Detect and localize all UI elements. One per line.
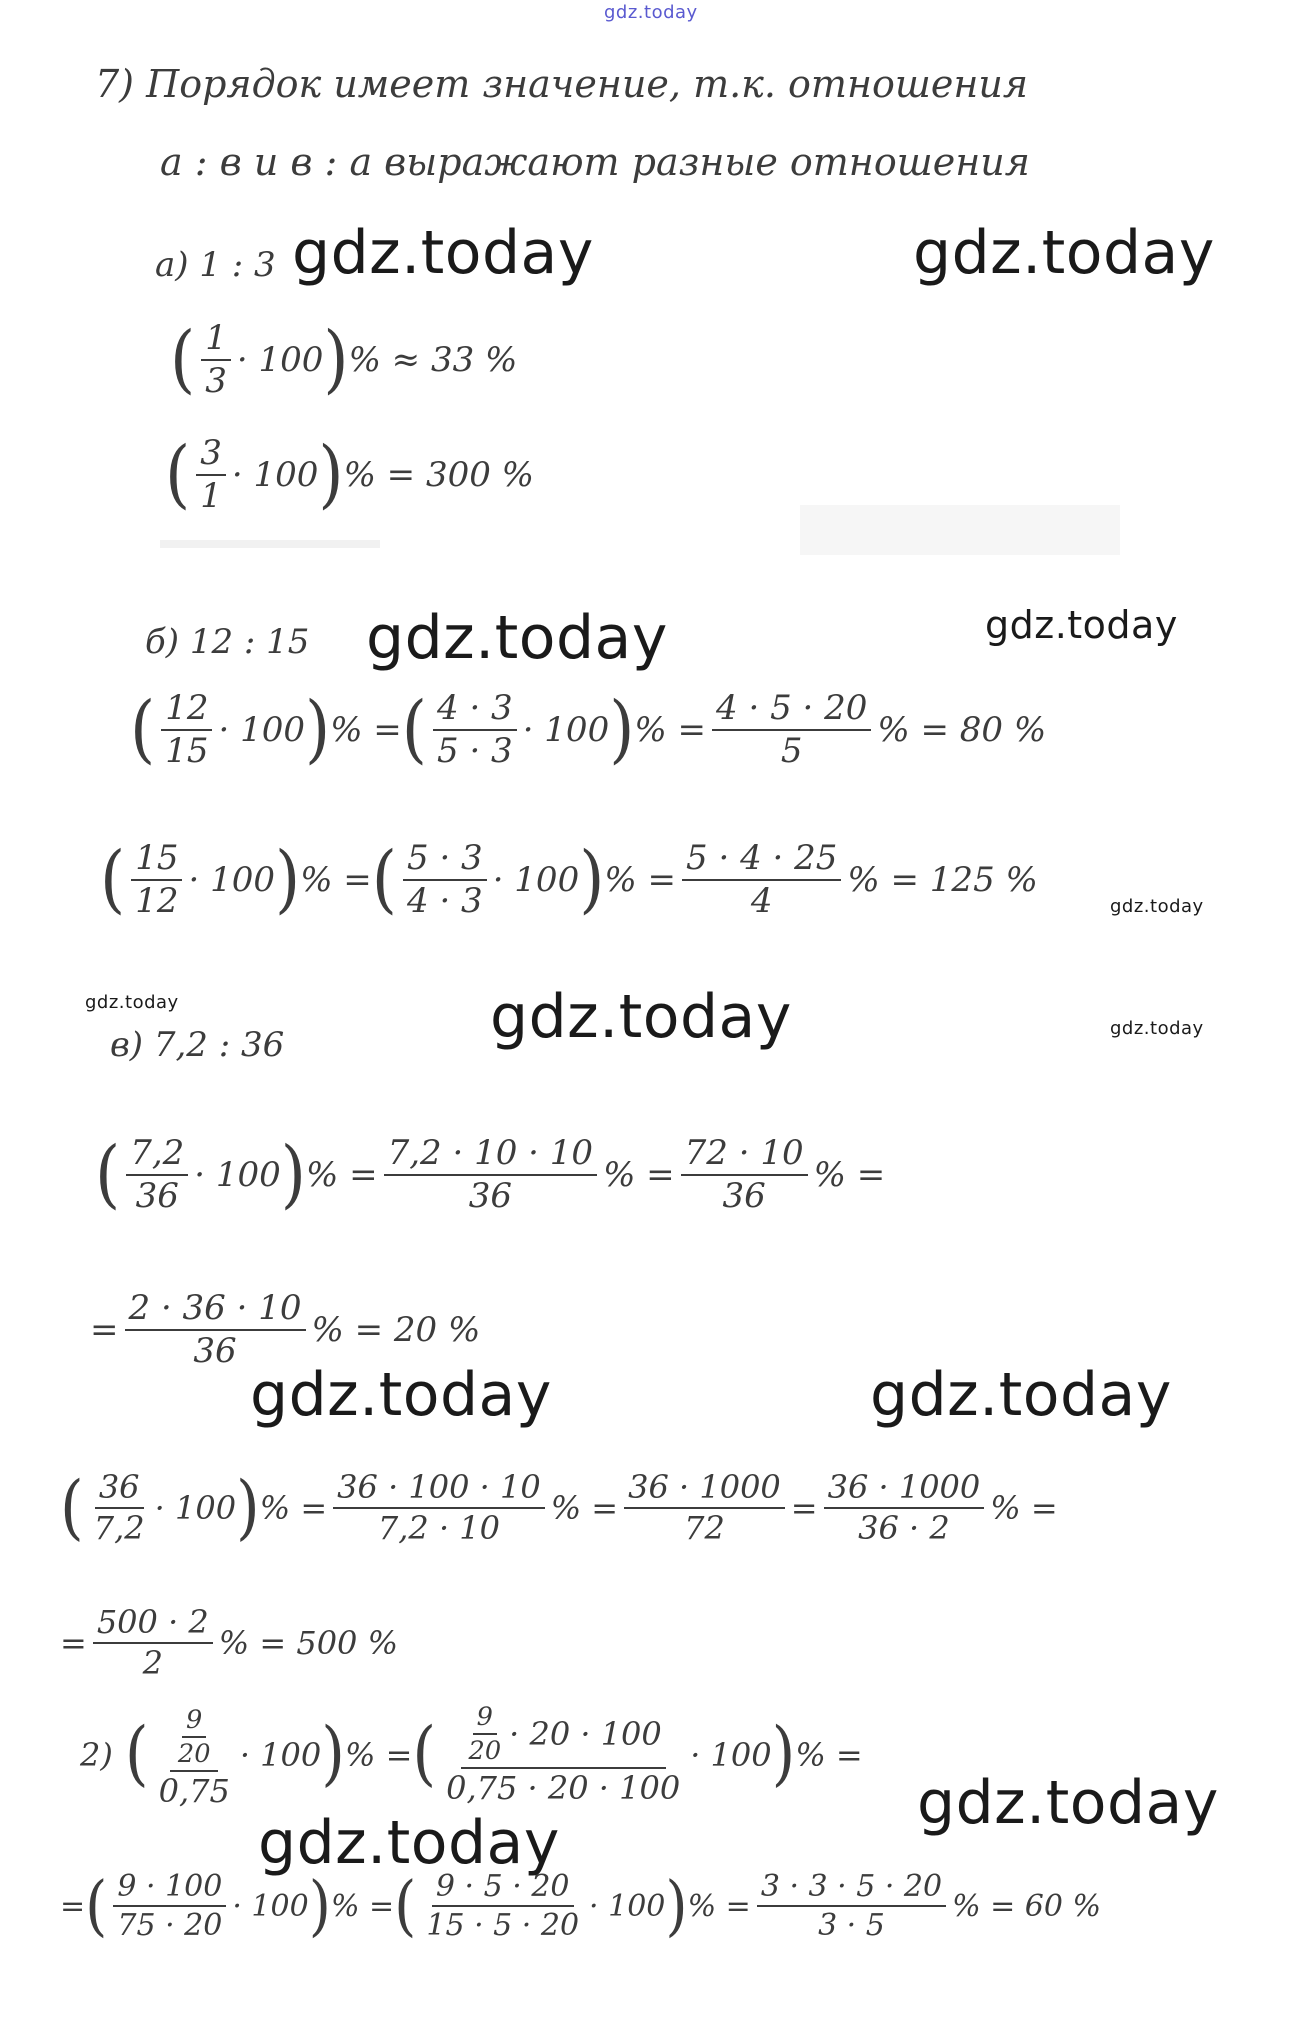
- watermark: gdz.today: [913, 218, 1215, 288]
- part-a-label: а) 1 : 3: [155, 245, 276, 285]
- part-v-equation-2: = $\frac{2 \cdot 36 \cdot 10}{36}$ % = 20 %: [90, 1288, 481, 1372]
- fraction: $\frac{1}{3}$: [201, 320, 231, 401]
- watermark: gdz.today: [1000, 1990, 1094, 2011]
- watermark: gdz.today: [917, 1768, 1219, 1838]
- part-b-equation-1: ( $\frac{12}{15}$ · 100 ) % = ( $\frac{4 \cdot 3}{5 \cdot 3}$ · 100 ) % = $\frac{4 \cdot 5 \cdot 20}{5}$ % = 80 %: [130, 686, 1047, 773]
- watermark: gdz.today: [250, 1360, 552, 1430]
- fraction: $\frac{3}{1}$: [196, 435, 226, 516]
- part-v-equation-4: = $\frac{500 \cdot 2}{2}$ % = 500 %: [60, 1603, 398, 1683]
- watermark: gdz.today: [366, 603, 668, 673]
- header-line-2: a : в и в : a выражают разные отношения: [160, 140, 1030, 184]
- part-v-label: в) 7,2 : 36: [110, 1025, 285, 1065]
- watermark: gdz.today: [1110, 896, 1204, 917]
- header-line-1: 7) Порядок имеет значение, т.к. отношения: [95, 62, 1029, 106]
- part-v-equation-1: ( $\frac{7,2}{36}$ · 100 ) % = $\frac{7,2 \cdot 10 \cdot 10}{36}$ % = $\frac{72 \cdot 10}{36}$ % =: [95, 1131, 886, 1218]
- part-2-equation-1: 2) ( $\frac{\frac{9}{20}}{0,75}$ · 100 ) % = ( $\frac{9}{20}$ · 20 · 100 0,75 · 20 · 100 · 100 ) % =: [80, 1702, 863, 1811]
- faint-background-mark: [800, 505, 1120, 555]
- faint-background-mark: [160, 540, 380, 548]
- watermark: gdz.today: [870, 1360, 1172, 1430]
- part-v-equation-3: ( $\frac{36}{7,2}$ · 100 ) % = $\frac{36 \cdot 100 \cdot 10}{7,2 \cdot 10}$ % = $\frac{36 \cdot 1000}{72}$ = $\frac{36 \cdot 1000}{36 \cdot 2}$ % =: [60, 1467, 1058, 1548]
- part-a-equation-1: ( $\frac{1}{3}$ · 100 ) % ≈ 33 %: [170, 316, 518, 403]
- watermark: gdz.today: [985, 603, 1178, 647]
- part-a-equation-2: ( $\frac{3}{1}$ · 100 ) % = 300 %: [165, 431, 534, 518]
- watermark: gdz.today: [292, 218, 594, 288]
- watermark-top: gdz.today: [604, 2, 698, 23]
- part-2-label: 2): [80, 1735, 113, 1774]
- watermark: gdz.today: [85, 992, 179, 1013]
- watermark: gdz.today: [490, 982, 792, 1052]
- part-2-equation-2: = ( $\frac{9 \cdot 100}{75 \cdot 20}$ · 100 ) % = ( $\frac{9 \cdot 5 \cdot 20}{15 \cdot 5 \cdot 20}$ · 100 ) % = $\frac{3 \cdot 3 \cdot 5 \cdot 20}{3 \cdot 5}$ % = 60 %: [60, 1867, 1102, 1944]
- part-b-equation-2: ( $\frac{15}{12}$ · 100 ) % = ( $\frac{5 \cdot 3}{4 \cdot 3}$ · 100 ) % = $\frac{5 \cdot 4 \cdot 25}{4}$ % = 125 %: [100, 836, 1038, 923]
- watermark: gdz.today: [258, 1808, 560, 1878]
- part-b-label: б) 12 : 15: [145, 622, 310, 662]
- watermark: gdz.today: [1110, 1018, 1204, 1039]
